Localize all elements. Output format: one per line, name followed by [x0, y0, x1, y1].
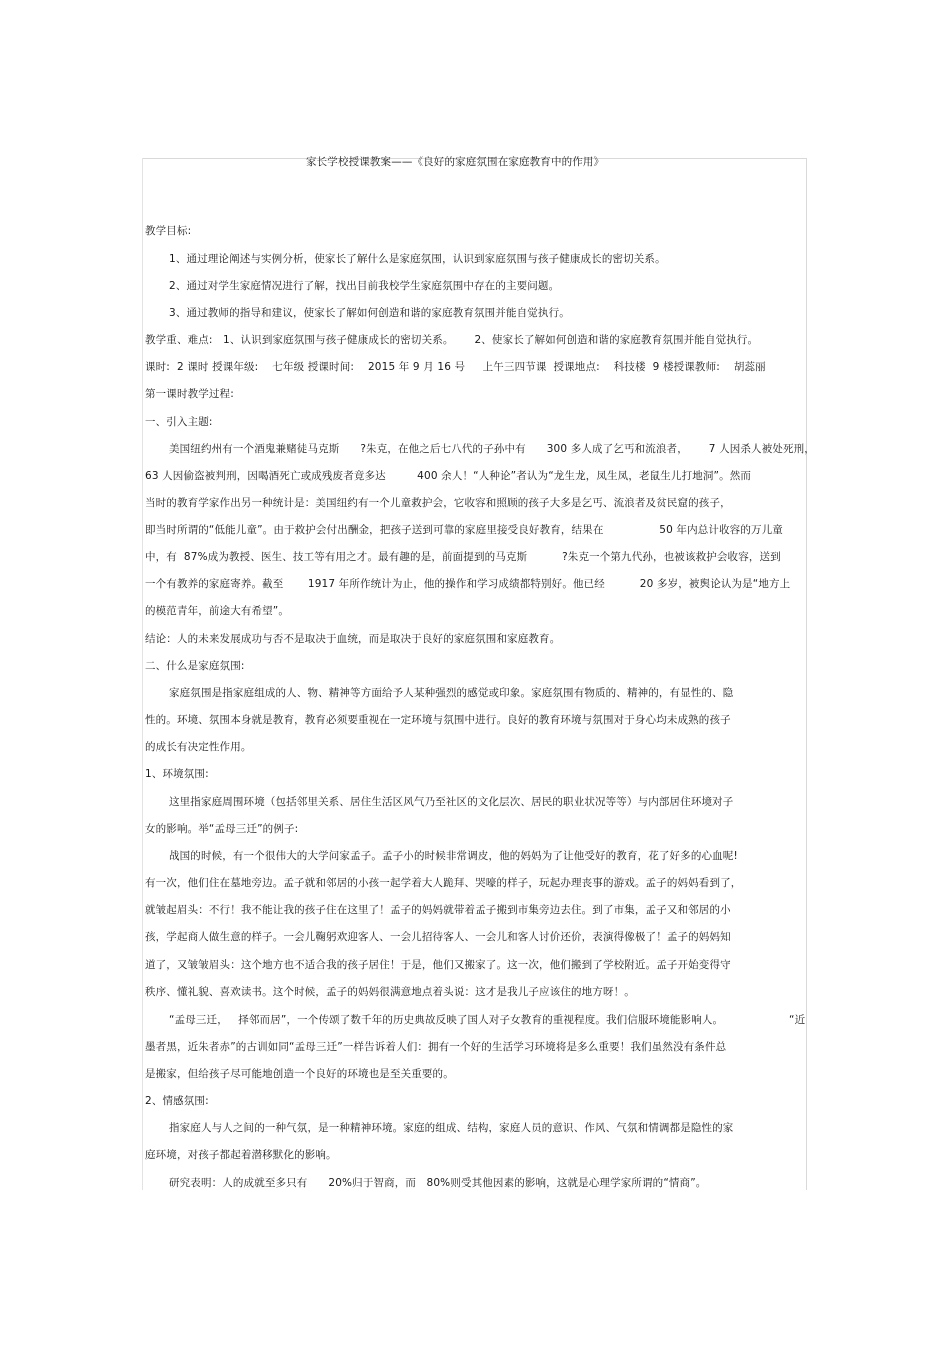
frame-right-border	[806, 158, 807, 1190]
course-info-line: 课时: 2 课时 授课年级: 七年级 授课时间: 2015 年 9 月 16 号 上午三四节课 授课地点: 科技楼 9 楼授课教师: 胡蕊丽	[145, 361, 766, 373]
objective-2: 2、通过对学生家庭情况进行了解，找出目前我校学生家庭氛围中存在的主要问题。	[169, 280, 560, 292]
document-title: 家长学校授课教案——《良好的家庭氛围在家庭教育中的作用》	[306, 156, 605, 168]
paragraph-line: 的成长有决定性作用。	[145, 741, 252, 753]
key-points-line: 教学重、难点: 1、认识到家庭氛围与孩子健康成长的密切关系。 2、使家长了解如何创造和谐的家庭教育氛围并能自觉执行。	[145, 334, 759, 346]
heading-objectives: 教学目标:	[145, 225, 192, 237]
frame-left-border	[142, 158, 143, 1190]
paragraph-line: 庭环境，对孩子都起着潜移默化的影响。	[145, 1149, 337, 1161]
paragraph-line: 孩，学起商人做生意的样子。一会儿鞠躬欢迎客人、一会儿招待客人、一会儿和客人讨价还价，表演得像极了！孟子的妈妈知	[145, 931, 731, 943]
heading-first-lesson: 第一课时教学过程:	[145, 388, 234, 400]
heading-environment: 1、环境氛围:	[145, 768, 209, 780]
paragraph-line: 中，有 87%成为教授、医生、技工等有用之才。最有趣的是，前面提到的马克斯 ?朱克一个第九代孙，也被该救护会收容，送到	[145, 551, 781, 563]
paragraph-line: 是搬家，但给孩子尽可能地创造一个良好的环境也是至关重要的。	[145, 1068, 454, 1080]
heading-introduction: 一、引入主题:	[145, 416, 213, 428]
paragraph-line: 即当时所谓的“低能儿童”。由于救护会付出酬金，把孩子送到可靠的家庭里接受良好教育，结果在 50 年内总计收容的万儿童	[145, 524, 783, 536]
paragraph-line: 美国纽约州有一个酒鬼兼赌徒马克斯 ?朱克，在他之后七八代的子孙中有 300 多人成了乞丐和流浪者， 7 人因杀人被处死刑，	[169, 443, 815, 455]
paragraph-line: 女的影响。举“孟母三迁”的例子:	[145, 823, 299, 835]
paragraph-line: 墨者黑，近朱者赤”的古训如同“孟母三迁”一样告诉着人们：拥有一个好的生活学习环境将是多么重要！我们虽然没有条件总	[145, 1041, 727, 1053]
heading-emotional: 2、情感氛围:	[145, 1095, 209, 1107]
paragraph-line: 道了，又皱皱眉头：这个地方也不适合我的孩子居住！于是，他们又搬家了。这一次，他们搬到了学校附近。孟子开始变得守	[145, 959, 731, 971]
objective-1: 1、通过理论阐述与实例分析，使家长了解什么是家庭氛围，认识到家庭氛围与孩子健康成长的密切关系。	[169, 253, 666, 265]
paragraph-line: 指家庭人与人之间的一种气氛，是一种精神环境。家庭的组成、结构，家庭人员的意识、作风、气氛和情调都是隐性的家	[169, 1122, 734, 1134]
paragraph-line: 这里指家庭周围环境（包括邻里关系、居住生活区风气乃至社区的文化层次、居民的职业状况等等）与内部居住环境对子	[169, 796, 734, 808]
paragraph-line: 研究表明：人的成就至多只有 20%归于智商，而 80%则受其他因素的影响，这就是心理学家所谓的“情商”。	[169, 1177, 707, 1189]
paragraph-line: 当时的教育学家作出另一种统计是：美国纽约有一个儿童救护会，它收容和照顾的孩子大多是乞丐、流浪者及贫民窟的孩子，	[145, 497, 731, 509]
paragraph-line: 秩序、懂礼貌、喜欢读书。这个时候，孟子的妈妈很满意地点着头说：这才是我儿子应该住的地方呀！。	[145, 986, 635, 998]
paragraph-line: 63 人因偷盗被判刑，因喝酒死亡或成残废者竟多达 400 余人！“人种论”者认为“龙生龙，凤生凤，老鼠生儿打地洞”。然而	[145, 470, 752, 482]
paragraph-line: 性的。环境、氛围本身就是教育，教育必须要重视在一定环境与氛围中进行。良好的教育环境与氛围对于身心均未成熟的孩子	[145, 714, 731, 726]
paragraph-line: 一个有教养的家庭寄养。截至 1917 年所作统计为止，他的操作和学习成绩都特别好。他已经 20 多岁，被舆论认为是“地方上	[145, 578, 791, 590]
paragraph-line: 家庭氛围是指家庭组成的人、物、精神等方面给予人某种强烈的感觉或印象。家庭氛围有物质的、精神的，有显性的、隐	[169, 687, 734, 699]
paragraph-line: 有一次，他们住在墓地旁边。孟子就和邻居的小孩一起学着大人跪拜、哭嚎的样子，玩起办理丧事的游戏。孟子的妈妈看到了，	[145, 877, 742, 889]
paragraph-line: 的模范青年，前途大有希望”。	[145, 605, 290, 617]
conclusion-line: 结论：人的未来发展成功与否不是取决于血统，而是取决于良好的家庭氛围和家庭教育。	[145, 633, 561, 645]
objective-3: 3、通过教师的指导和建议，使家长了解如何创造和谐的家庭教育氛围并能自觉执行。	[169, 307, 570, 319]
paragraph-line: 战国的时候，有一个很伟大的大学问家孟子。孟子小的时候非常调皮，他的妈妈为了让他受好的教育，花了好多的心血呢!	[169, 850, 738, 862]
paragraph-line-tail: “近	[789, 1014, 806, 1026]
heading-family-atmosphere: 二、什么是家庭氛围:	[145, 660, 245, 672]
paragraph-line: “孟母三迁， 择邻而居”，一个传颂了数千年的历史典故反映了国人对子女教育的重视程度。我们信服环境能影响人。	[169, 1014, 724, 1026]
paragraph-line: 就皱起眉头：不行！我不能让我的孩子住在这里了！孟子的妈妈就带着孟子搬到市集旁边去住。到了市集，孟子又和邻居的小	[145, 904, 731, 916]
